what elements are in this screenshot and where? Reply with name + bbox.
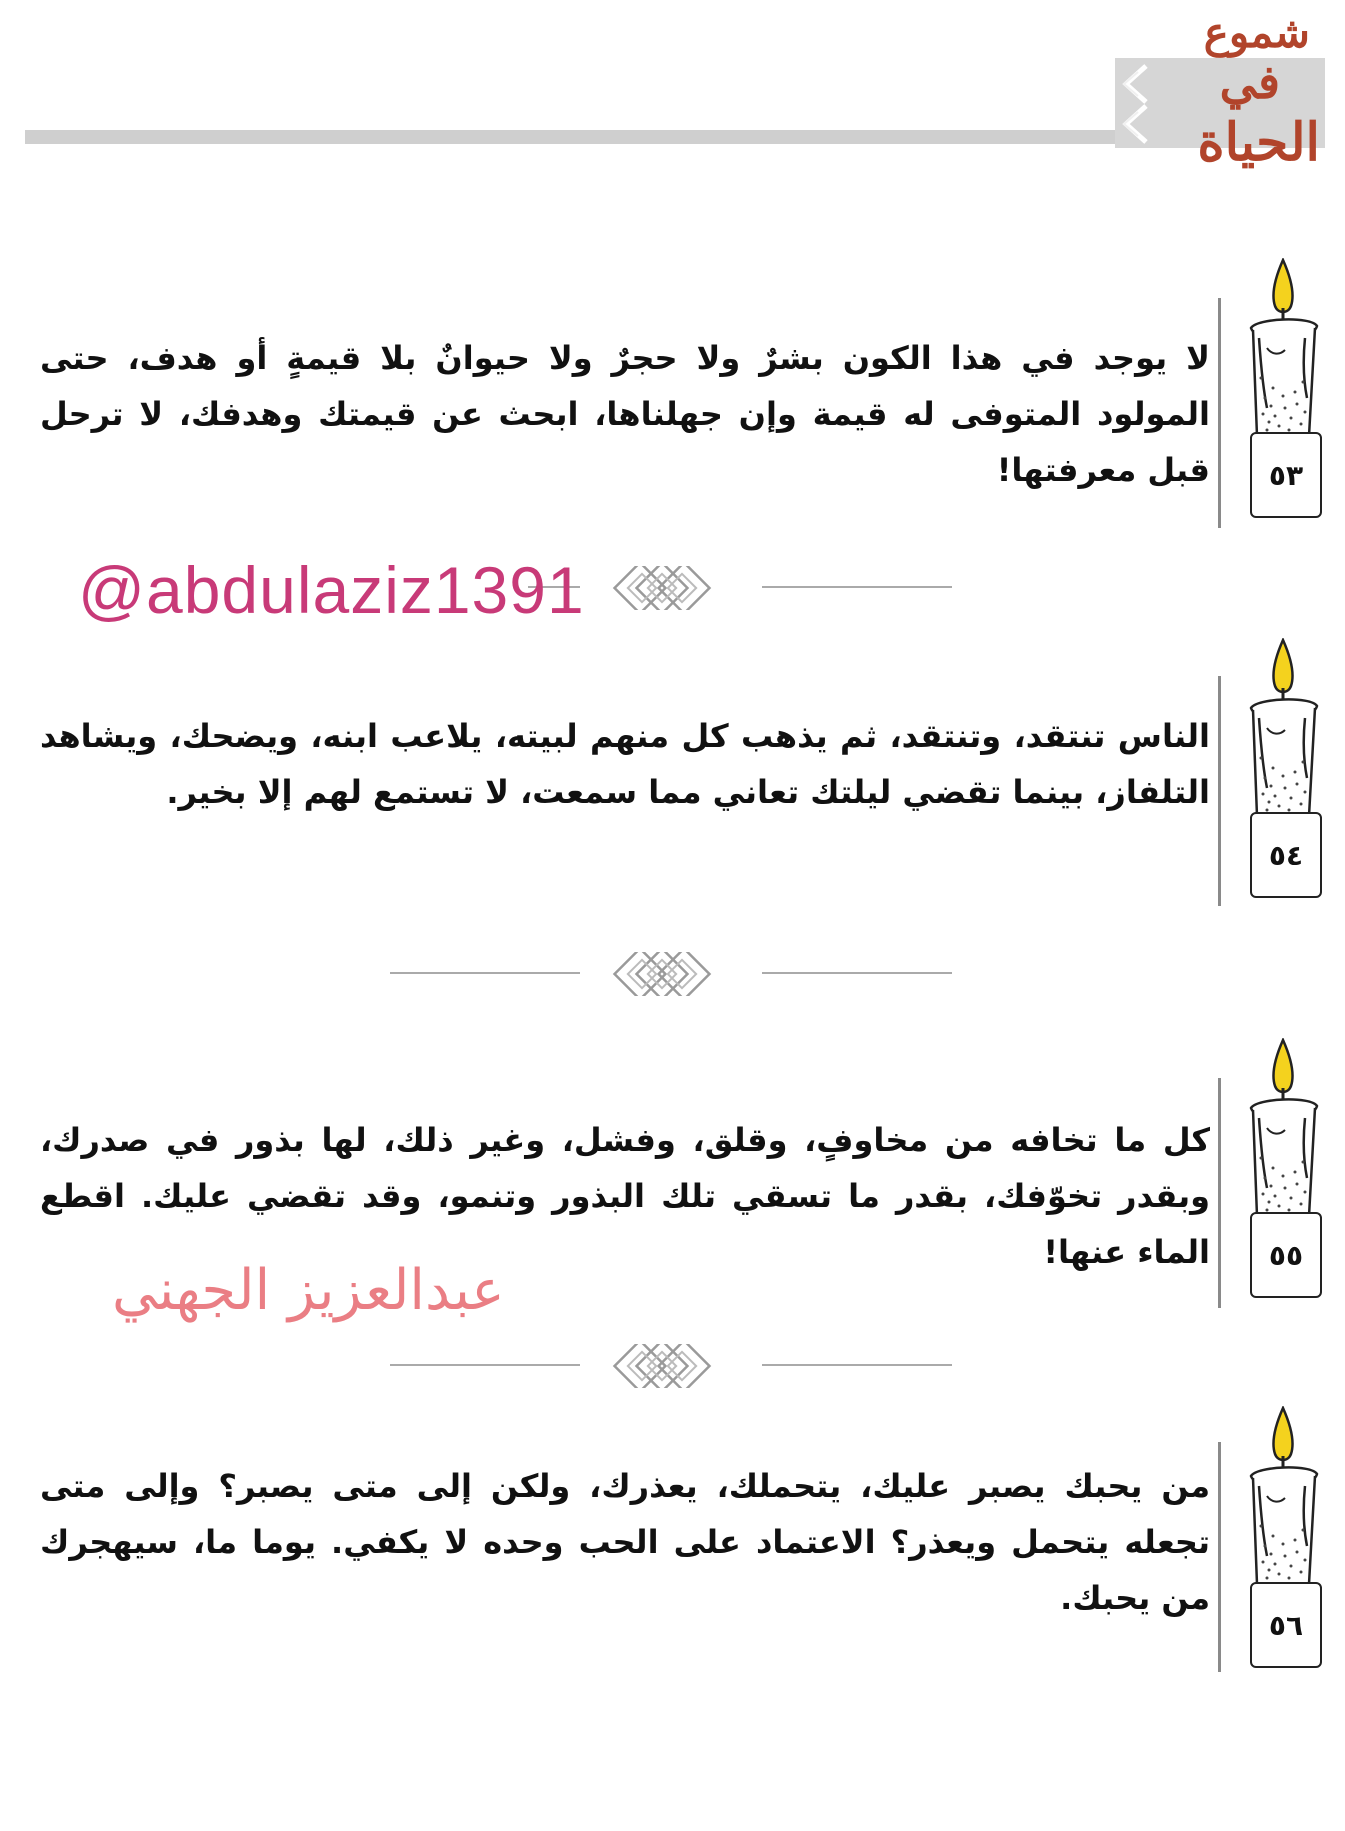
entry-53-number: ٥٣ [1250, 432, 1322, 518]
entry-53-rule [1218, 298, 1221, 528]
divider-line-right [762, 972, 952, 974]
candle-icon [1245, 638, 1325, 818]
entry-56-text: من يحبك يصبر عليك، يتحملك، يعذرك، ولكن إلى متى يصبر؟ وإلى متى تجعله يتحمل ويعذر؟ الاعتماد على الحب وحده لا يكفي. يوما ما، سيهجرك من يحبك. [40, 1467, 1210, 1617]
diamond-divider-icon [604, 566, 730, 610]
divider-line-left [390, 1364, 580, 1366]
header-rule [25, 130, 1115, 144]
entry-54-number: ٥٤ [1250, 812, 1322, 898]
watermark-name: عبدالعزيز الجهني [112, 1258, 505, 1323]
divider-line-left [390, 972, 580, 974]
book-logo [1160, 0, 1340, 185]
entry-55-text: كل ما تخافه من مخاوفٍ، وقلق، وفشل، وغير ذلك، لها بذور في صدرك، وبقدر تخوّفك، بقدر ما تسقي تلك البذور وتنمو، وقد تقضي عليك. اقطع الماء عنها! [40, 1121, 1210, 1271]
entry-56-number: ٥٦ [1250, 1582, 1322, 1668]
chevron-ornament-icon [1118, 62, 1152, 146]
divider-line-right [762, 1364, 952, 1366]
entry-55-number: ٥٥ [1250, 1212, 1322, 1298]
logo-line-3: الحياة [1197, 112, 1320, 173]
candle-icon [1245, 258, 1325, 438]
entry-54-rule [1218, 676, 1221, 906]
diamond-divider-icon [604, 1344, 730, 1388]
entry-54-text: الناس تنتقد، وتنتقد، ثم يذهب كل منهم لبيته، يلاعب ابنه، ويضحك، ويشاهد التلفاز، بينما تقضي ليلتك تعاني مما سمعت، لا تستمع لهم إلا بخير. [40, 717, 1210, 811]
candle-icon [1245, 1038, 1325, 1218]
watermark-handle: @abdulaziz1391 [78, 553, 585, 627]
diamond-divider-icon [604, 952, 730, 996]
entry-56-rule [1218, 1442, 1221, 1672]
entry-55-rule [1218, 1078, 1221, 1308]
divider-line-right [762, 586, 952, 588]
candle-icon [1245, 1406, 1325, 1586]
entry-53-text: لا يوجد في هذا الكون بشرٌ ولا حجرٌ ولا حيوانٌ بلا قيمةٍ أو هدف، حتى المولود المتوفى له قيمة وإن جهلناها، ابحث عن قيمتك وهدفك، لا ترحل قبل معرفتها! [40, 339, 1210, 489]
logo-line-1: شموع [1203, 8, 1310, 57]
logo-line-2: في [1219, 55, 1280, 109]
